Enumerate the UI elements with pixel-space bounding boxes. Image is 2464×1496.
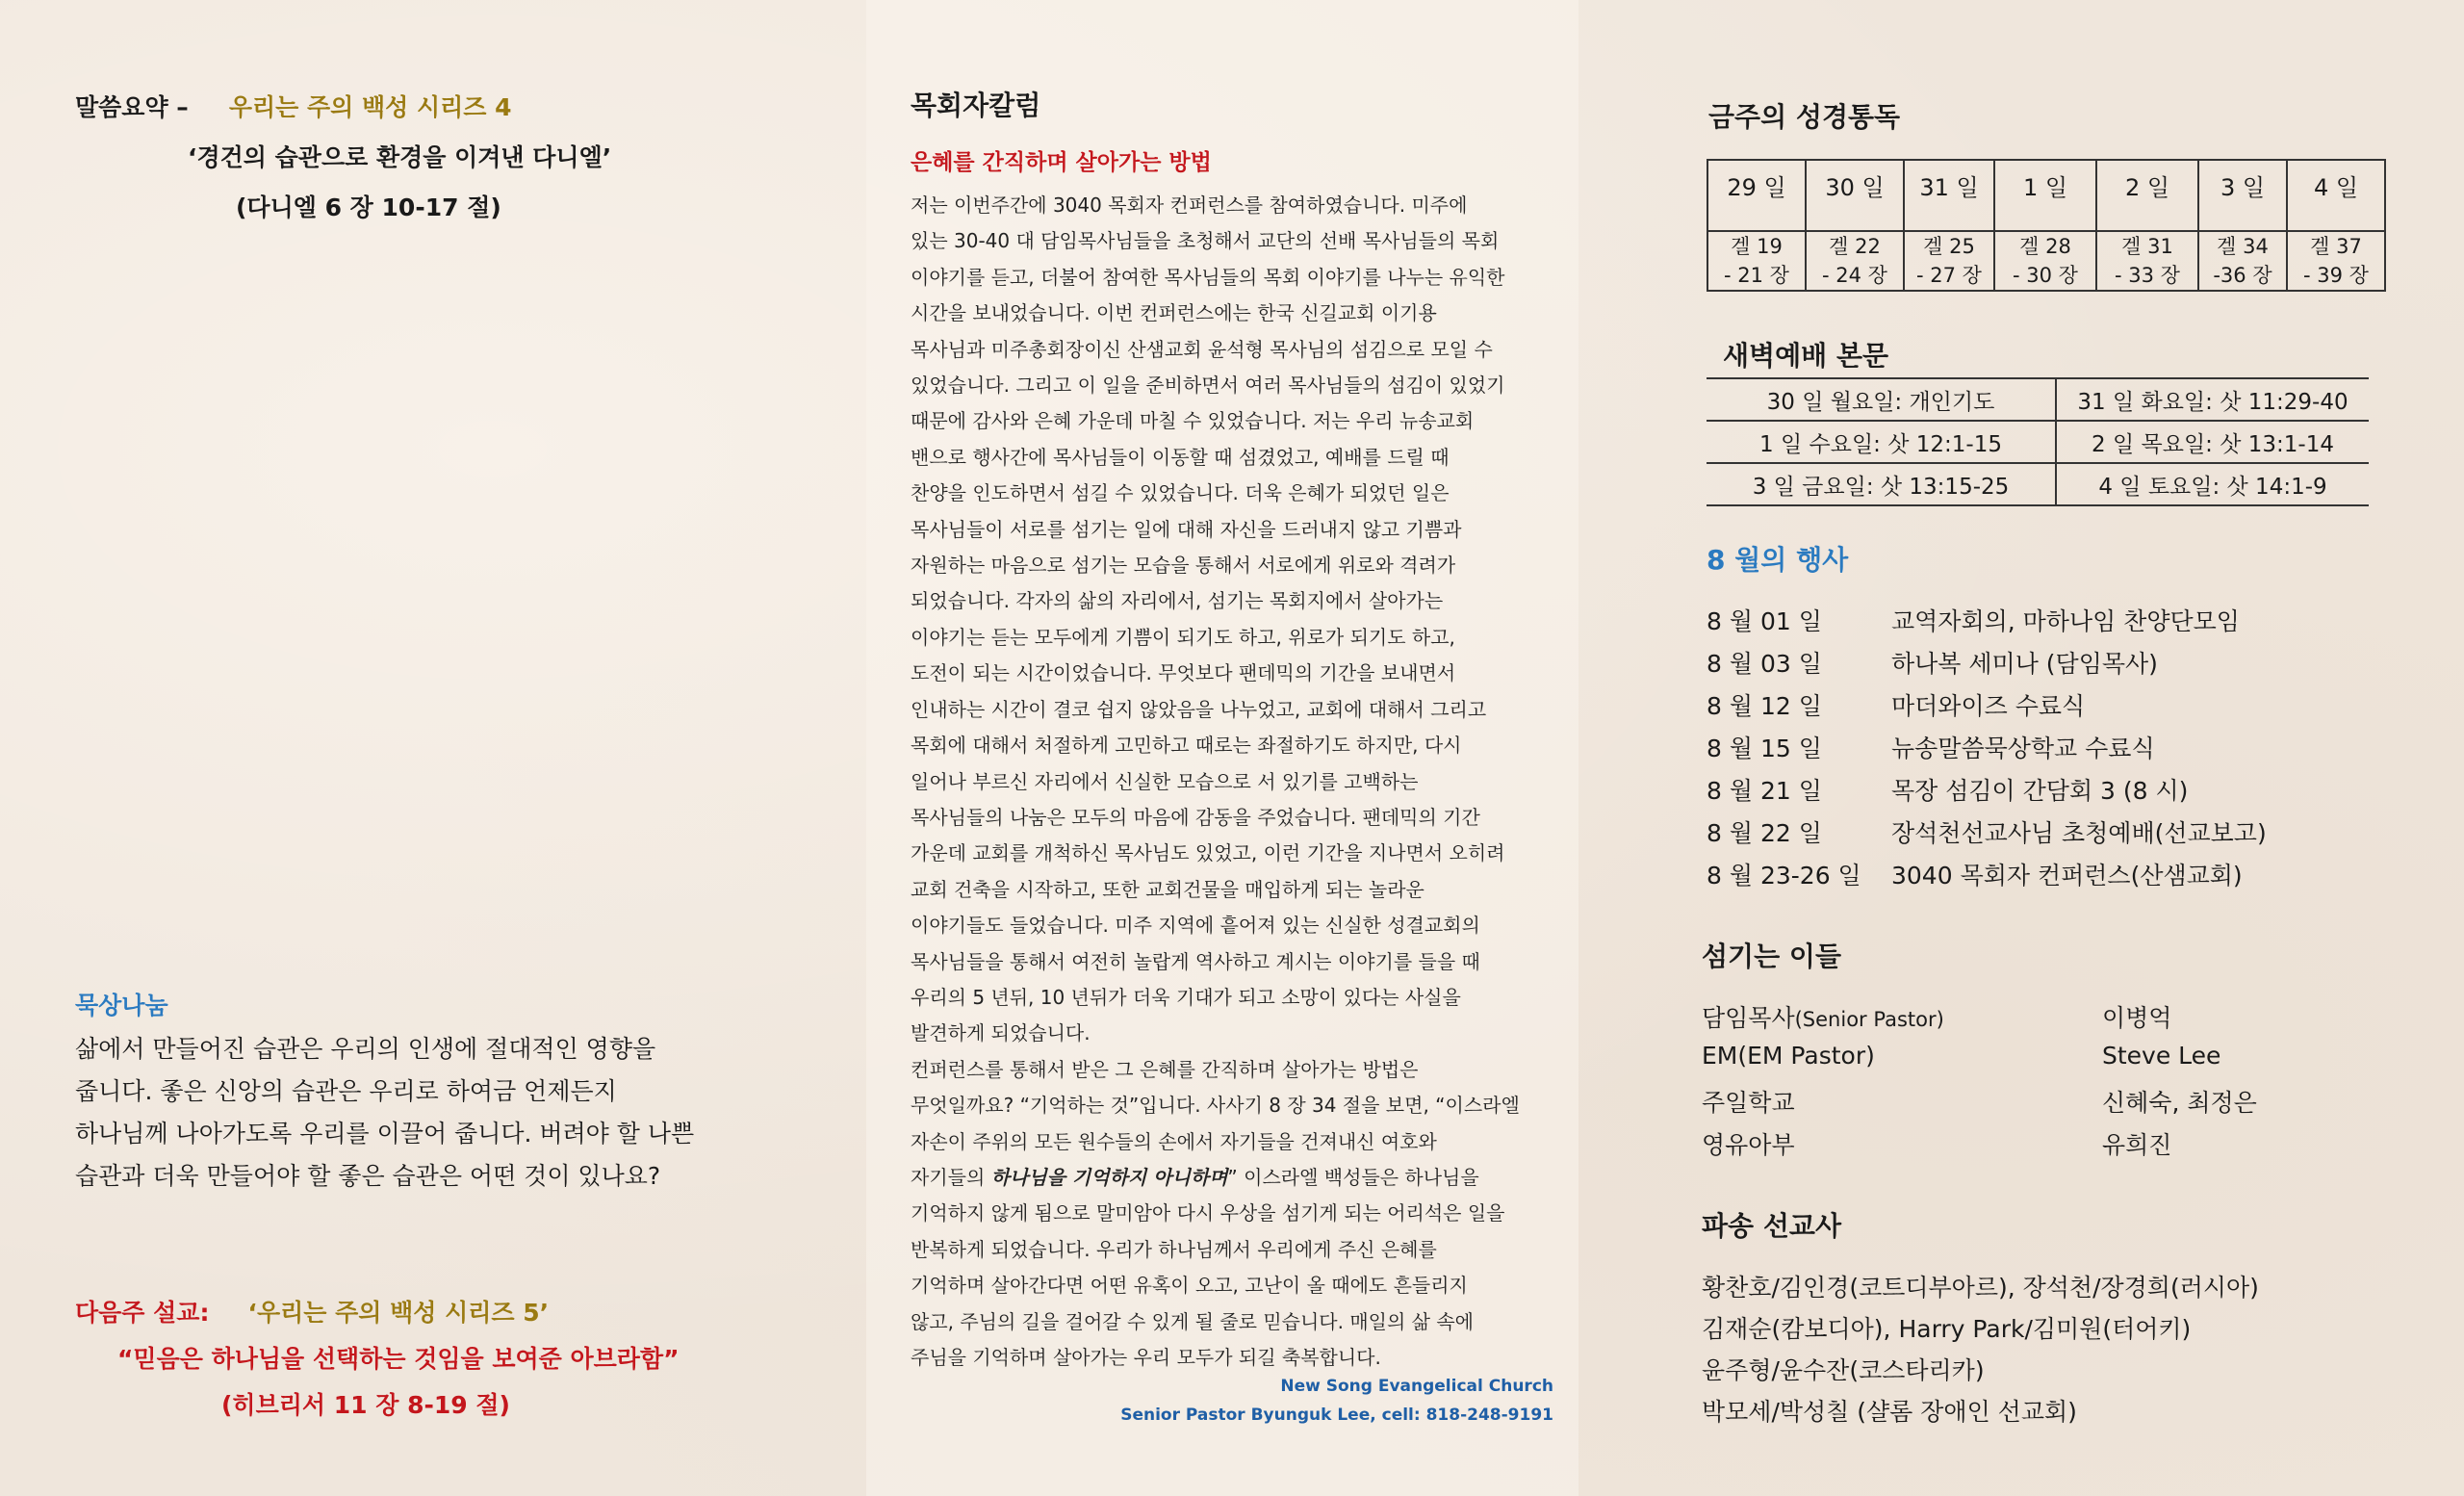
column-subheading: 은혜를 간직하며 살아가는 방법 [911,150,1212,175]
meditation-line: 줍니다. 좋은 신앙의 습관은 우리로 하여금 언제든지 [75,1077,617,1105]
event-desc: 교역자회의, 마하나임 찬양단모임 [1891,607,2240,635]
bible-day-cell: 1 일 [1994,160,2096,231]
dawn-cell: 30 일 월요일: 개인기도 [1707,378,2056,421]
reading-book: 겔 22 [1829,235,1881,258]
next-sermon-label: 다음주 설교: [75,1299,210,1327]
column-line: 시간을 보내었습니다. 이번 컨퍼런스에는 한국 신길교회 이기용 [911,301,1437,325]
reading-range: - 30 장 [2013,264,2078,287]
column-line: 목회에 대해서 처절하게 고민하고 때로는 좌절하기도 하지만, 다시 [911,734,1462,758]
column-line: 기억하지 않게 됨으로 말미암아 다시 우상을 섬기게 되는 어리석은 일을 [911,1201,1505,1225]
meditation-line: 습관과 더욱 만들어야 할 좋은 습관은 어떤 것이 있나요? [75,1162,661,1190]
servant-role-label: 주일학교 [1702,1089,1795,1117]
column-line: 이야기들도 들었습니다. 미주 지역에 흩어져 있는 신실한 성결교회의 [911,914,1480,938]
servant-name: 유희진 [2102,1131,2172,1159]
bible-day-cell: 3 일 [2198,160,2287,231]
event-date: 8 월 15 일 [1707,735,1822,762]
reading-book: 겔 34 [2217,235,2269,258]
event-item [1707,645,2267,687]
column-line: 발견하게 되었습니다. [911,1021,1091,1045]
next-sermon-subtitle: “믿음은 하나님을 선택하는 것임을 보여준 아브라함” [117,1345,680,1373]
column-line-emphasis [911,1160,1565,1196]
dawn-cell: 4 일 토요일: 삿 14:1-9 [2056,463,2369,505]
servant-role [1702,999,2102,1034]
missionary-line: 박모세/박성칠 (샬롬 장애인 선교회) [1702,1398,2077,1426]
column-line: 컨퍼런스를 통해서 받은 그 은혜를 간직하며 살아가는 방법은 [911,1057,1419,1081]
reading-book: 겔 28 [2019,235,2071,258]
dawn-row [1707,463,2369,505]
dawn-cell: 1 일 수요일: 삿 12:1-15 [1707,421,2056,463]
bible-reading-cell [1994,231,2096,291]
column-line: 목사님들을 통해서 여전히 놀랍게 역사하고 계시는 이야기를 들을 때 [911,949,1480,973]
reading-range: - 24 장 [1822,264,1887,287]
bible-reading-cell [2198,231,2287,291]
column-body [911,188,1565,1376]
meditation-heading: 묵상나눔 [75,992,168,1019]
column-signature-church: New Song Evangelical Church [1280,1377,1553,1396]
events-list [1707,603,2267,899]
dawn-cell: 31 일 화요일: 삿 11:29-40 [2056,378,2369,421]
missionary-line: 윤주형/윤수잔(코스타리카) [1702,1356,1985,1384]
column-line: 때문에 감사와 은혜 가운데 마칠 수 있었습니다. 저는 우리 뉴송교회 [911,409,1475,433]
column-line: 있는 30-40 대 담임목사님들을 초청해서 교단의 선배 목사님들의 목회 [911,229,1500,253]
column-line: 주님을 기억하며 살아가는 우리 모두가 되길 축복합니다. [911,1346,1381,1369]
event-date: 8 월 21 일 [1707,777,1822,805]
servant-role-label: 담임목사 [1702,1004,1795,1032]
column-line: 일어나 부르신 자리에서 신실한 모습으로 서 있기를 고백하는 [911,769,1419,793]
column-line: 되었습니다. 각자의 삶의 자리에서, 섬기는 목회지에서 살아가는 [911,589,1444,613]
servant-row [1702,1084,2257,1126]
column-line: 자원하는 마음으로 섬기는 모습을 통해서 서로에게 위로와 격려가 [911,554,1456,578]
column-line: 이야기를 듣고, 더불어 참여한 목사님들의 목회 이야기를 나누는 유익한 [911,265,1505,289]
dawn-cell: 2 일 목요일: 삿 13:1-14 [2056,421,2369,463]
events-heading: 8 월의 행사 [1707,544,1849,576]
column-line: 있었습니다. 그리고 이 일을 준비하면서 여러 목사님들의 섬김이 있었기 [911,374,1505,398]
servant-name: 이병억 [2102,1004,2172,1032]
emphasis-prefix: 자기들의 [911,1165,991,1189]
dawn-cell: 3 일 금요일: 삿 13:15-25 [1707,463,2056,505]
sermon-series-title: 우리는 주의 백성 시리즈 4 [228,93,512,121]
sermon-summary-label: 말씀요약 – [75,93,189,121]
column-line: 저는 이번주간에 3040 목회자 컨퍼런스를 참여하였습니다. 미주에 [911,193,1468,217]
servant-name: 신혜숙, 최정은 [2102,1089,2257,1117]
sermon-scripture: (다니엘 6 장 10-17 절) [236,193,501,221]
event-desc: 3040 목회자 컨퍼런스(산샘교회) [1891,862,2243,890]
dawn-service-heading: 새벽예배 본문 [1723,340,1889,372]
column-heading: 목회자칼럼 [911,90,1041,121]
meditation-line: 삶에서 만들어진 습관은 우리의 인생에 절대적인 영향을 [75,1035,656,1063]
emphasis-text: 하나님을 기억하지 아니하며 [990,1165,1228,1189]
column-line: 기억하며 살아간다면 어떤 유혹이 오고, 고난이 올 때에도 흔들리지 [911,1274,1468,1298]
column-line: 인내하는 시간이 결코 쉽지 않았음을 나누었고, 교회에 대해서 그리고 [911,697,1487,721]
event-date: 8 월 03 일 [1707,650,1822,678]
dawn-service-table [1707,377,2369,506]
column-line: 도전이 되는 시간이었습니다. 무엇보다 팬데믹의 기간을 보내면서 [911,661,1456,685]
column-line: 반복하게 되었습니다. 우리가 하나님께서 우리에게 주신 은혜를 [911,1237,1437,1261]
event-item [1707,603,2267,645]
event-date: 8 월 01 일 [1707,607,1822,635]
bible-day-cell: 30 일 [1806,160,1904,231]
next-sermon-scripture: (히브리서 11 장 8-19 절) [221,1391,510,1419]
event-item [1707,687,2267,730]
reading-range: - 33 장 [2115,264,2180,287]
event-desc: 장석천선교사님 초청예배(선교보고) [1891,819,2267,847]
reading-range: - 27 장 [1916,264,1982,287]
column-signature-pastor: Senior Pastor Byunguk Lee, cell: 818-248-9191 [1120,1406,1553,1425]
next-sermon-series: ‘우리는 주의 백성 시리즈 5’ [247,1299,550,1327]
next-sermon-title [75,1294,549,1328]
dawn-row [1707,378,2369,421]
column-line: 무엇일까요? “기억하는 것”입니다. 사사기 8 장 34 절을 보면, “이스라엘 [911,1094,1520,1118]
event-item [1707,772,2267,814]
meditation-line: 하나님께 나아가도록 우리를 이끌어 줍니다. 버려야 할 나쁜 [75,1120,695,1148]
bible-reading-cell [2287,231,2385,291]
missionary-line: 김재순(캄보디아), Harry Park/김미원(터어키) [1702,1315,2192,1343]
servants-heading: 섬기는 이들 [1702,941,1841,972]
sermon-summary-title [75,89,512,123]
emphasis-suffix: ” 이스라엘 백성들은 하나님을 [1227,1165,1479,1189]
column-line: 자손이 주위의 모든 원수들의 손에서 자기들을 건져내신 여호와 [911,1129,1437,1153]
servant-role [1702,1042,2102,1070]
reading-book: 겔 37 [2310,235,2362,258]
event-item [1707,814,2267,857]
event-item [1707,730,2267,772]
bible-readings-row [1707,231,2385,291]
missionaries-list [1702,1269,2259,1434]
servant-role-note: (Senior Pastor) [1794,1008,1944,1031]
bible-reading-table [1707,159,2386,292]
reading-range: - 21 장 [1724,264,1789,287]
reading-book: 겔 19 [1731,235,1783,258]
servant-role-label: 영유아부 [1702,1131,1795,1159]
bible-day-cell: 4 일 [2287,160,2385,231]
bible-day-cell: 2 일 [2096,160,2198,231]
servant-row [1702,999,2257,1042]
servant-role-label: EM(EM Pastor) [1702,1042,1875,1070]
reading-range: - 39 장 [2303,264,2369,287]
bible-reading-cell [1806,231,1904,291]
column-line: 가운데 교회를 개척하신 목사님도 있었고, 이런 기간을 지나면서 오히려 [911,841,1505,865]
missionaries-heading: 파송 선교사 [1702,1210,1841,1242]
missionary-line: 황찬호/김인경(코트디부아르), 장석천/장경희(러시아) [1702,1274,2259,1302]
servant-row [1702,1126,2257,1169]
meditation-body [75,1028,749,1198]
column-line: 목사님과 미주총회장이신 산샘교회 윤석형 목사님의 섬김으로 모일 수 [911,337,1493,361]
bible-reading-cell [1904,231,1994,291]
bible-day-cell: 31 일 [1904,160,1994,231]
event-date: 8 월 22 일 [1707,819,1822,847]
bible-day-cell: 29 일 [1707,160,1806,231]
bible-reading-cell [1707,231,1806,291]
bible-reading-cell [2096,231,2198,291]
bible-days-row [1707,160,2385,231]
servant-row [1702,1042,2257,1084]
column-line: 않고, 주님의 길을 걸어갈 수 있게 될 줄로 믿습니다. 매일의 삶 속에 [911,1309,1474,1333]
reading-range: -36 장 [2213,264,2272,287]
column-line: 이야기는 듣는 모두에게 기쁨이 되기도 하고, 위로가 되기도 하고, [911,625,1455,649]
column-line: 목사님들의 나눔은 모두의 마음에 감동을 주었습니다. 팬데믹의 기간 [911,805,1480,829]
column-line: 목사님들이 서로를 섬기는 일에 대해 자신을 드러내지 않고 기쁨과 [911,517,1462,541]
event-desc: 하나복 세미나 (담임목사) [1891,650,2158,678]
column-line: 밴으로 행사간에 목사님들이 이동할 때 섬겼었고, 예배를 드릴 때 [911,445,1450,469]
sermon-subtitle: ‘경건의 습관으로 환경을 이겨낸 다니엘’ [188,143,612,171]
reading-book: 겔 25 [1923,235,1975,258]
column-line: 찬양을 인도하면서 섬길 수 있었습니다. 더욱 은혜가 되었던 일은 [911,481,1450,505]
servant-role [1702,1084,2102,1119]
event-item [1707,857,2267,899]
servant-name: Steve Lee [2102,1042,2221,1070]
servants-list [1702,999,2257,1169]
event-desc: 뉴송말씀묵상학교 수료식 [1891,735,2155,762]
event-desc: 마더와이즈 수료식 [1891,692,2086,720]
bible-reading-heading: 금주의 성경통독 [1708,101,1901,133]
event-date: 8 월 23-26 일 [1707,862,1861,890]
event-desc: 목장 섬김이 간담회 3 (8 시) [1891,777,2189,805]
column-line: 우리의 5 년뒤, 10 년뒤가 더욱 기대가 되고 소망이 있다는 사실을 [911,985,1461,1009]
reading-book: 겔 31 [2121,235,2173,258]
column-line: 교회 건축을 시작하고, 또한 교회건물을 매입하게 되는 놀라운 [911,877,1424,901]
dawn-row [1707,421,2369,463]
servant-role [1702,1126,2102,1161]
event-date: 8 월 12 일 [1707,692,1822,720]
